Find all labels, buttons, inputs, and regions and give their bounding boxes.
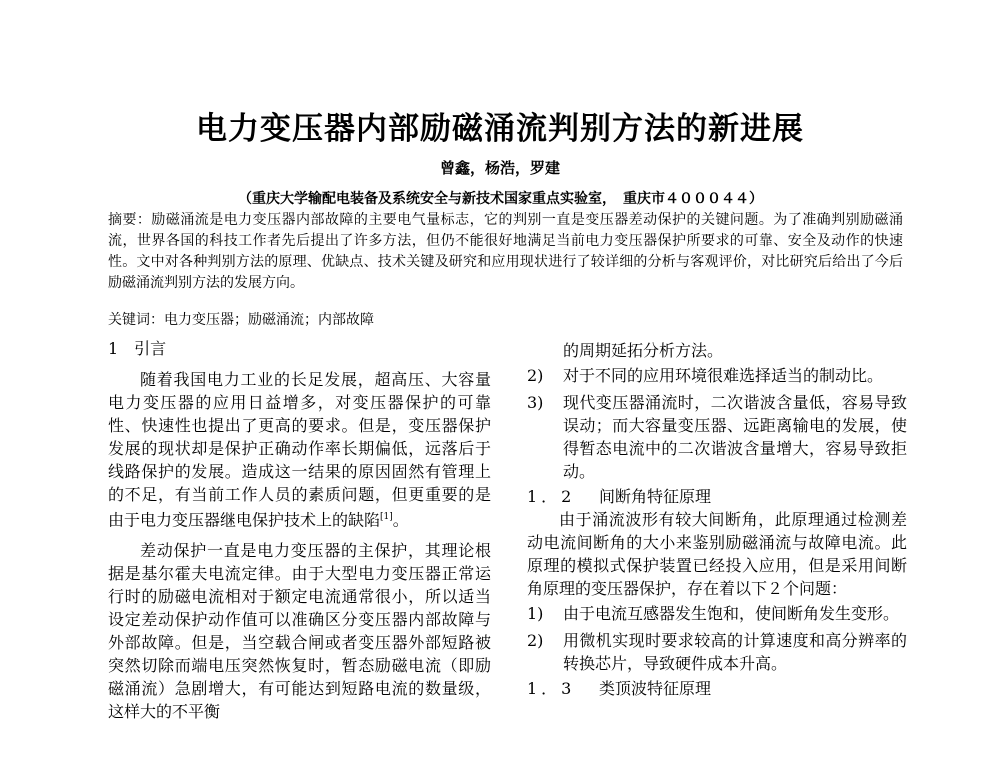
list-item-text: 由于电流互感器发生饱和，使间断角发生变形。	[563, 604, 900, 623]
list-item-number: 2)	[527, 366, 544, 385]
list-item	[527, 629, 907, 675]
subsection-number: 1．2	[527, 487, 576, 506]
intro-paragraph-1	[108, 368, 491, 531]
keywords: 关键词：电力变压器；励磁涌流；内部故障	[108, 312, 374, 328]
paper-title: 电力变压器内部励磁涌流判别方法的新进展	[196, 111, 804, 147]
intro-paragraph-1-text: 随着我国电力工业的长足发展，超高压、大容量电力变压器的应用日益增多，对变压器保护的可靠性、快速性也提出了更高的要求。但是，变压器保护发展的现状却是保护正确动作率长期偏低，远落后于线路保护的发展。造成这一结果的原因固然有管理上的不足，有当前工作人员的素质问题，但更重要的是由于电力变压器继电保护技术上的缺陷	[108, 370, 491, 530]
subsection-number: 1．3	[527, 679, 576, 698]
list-item-number: 3)	[527, 393, 544, 412]
intro-paragraph-2: 差动保护一直是电力变压器的主保护，其理论根据是基尔霍夫电流定律。由于大型电力变压器正常运行时的励磁电流相对于额定电流通常很小，所以适当设定差动保护动作值可以准确区分变压器内部故障与外部故障。但是，当空载合闸或者变压器外部短路被突然切除而端电压突然恢复时，暂态励磁电流（即励磁涌流）急剧增大，有可能达到短路电流的数量级，这样大的不平衡	[108, 541, 491, 722]
citation-ref: [1]	[380, 512, 393, 522]
abstract: 摘要：励磁涌流是电力变压器内部故障的主要电气量标志，它的判别一直是变压器差动保护的关键问题。为了准确判别励磁涌流，世界各国的科技工作者先后提出了许多方法，但仍不能很好地满足当前电力变压器保护所要求的可靠、安全及动作的快速性。文中对各种判别方法的原理、优缺点、技术关键及研究和应用现状进行了较详细的分析与客观评价，对比研究后给出了今后励磁涌流判别方法的发展方向。	[108, 212, 903, 291]
subsection-heading-1-2	[527, 485, 907, 508]
author-list: 曾鑫，杨浩，罗建	[439, 159, 560, 177]
subsection-title: 间断角特征原理	[599, 487, 712, 506]
list-item-number: 1)	[527, 604, 544, 623]
list-item-text: 现代变压器涌流时，二次谐波含量低，容易导致误动；而大容量变压器、远距离输电的发展，使得暂态电流中的二次谐波含量增大，容易导致拒动。	[563, 393, 907, 481]
affiliation: （重庆大学输配电装备及系统安全与新技术国家重点实验室， 重庆市４０００４４）	[238, 191, 763, 207]
list-item	[527, 391, 907, 483]
paragraph-1-2: 由于涌流波形有较大间断角，此原理通过检测差动电流间断角的大小来鉴别励磁涌流与故障电流。此原理的模拟式保护装置已经投入应用，但是采用间断角原理的变压器保护，存在着以下２个问题：	[527, 510, 907, 598]
left-column	[108, 337, 491, 723]
continued-item-text: 的周期延拓分析方法。	[563, 341, 724, 360]
list-item-text: 对于不同的应用环境很难选择适当的制动比。	[563, 366, 884, 385]
right-column	[527, 339, 907, 700]
list-item	[527, 364, 907, 387]
list-item-number: 2)	[527, 631, 544, 650]
subsection-title: 类顶波特征原理	[599, 679, 712, 698]
section-heading-intro: 1 引言	[108, 339, 167, 358]
list-item-text: 用微机实现时要求较高的计算速度和高分辨率的转换芯片，导致硬件成本升高。	[563, 631, 907, 673]
list-item	[527, 602, 907, 625]
subsection-heading-1-3	[527, 677, 907, 700]
intro-paragraph-1-end: 。	[392, 510, 409, 530]
